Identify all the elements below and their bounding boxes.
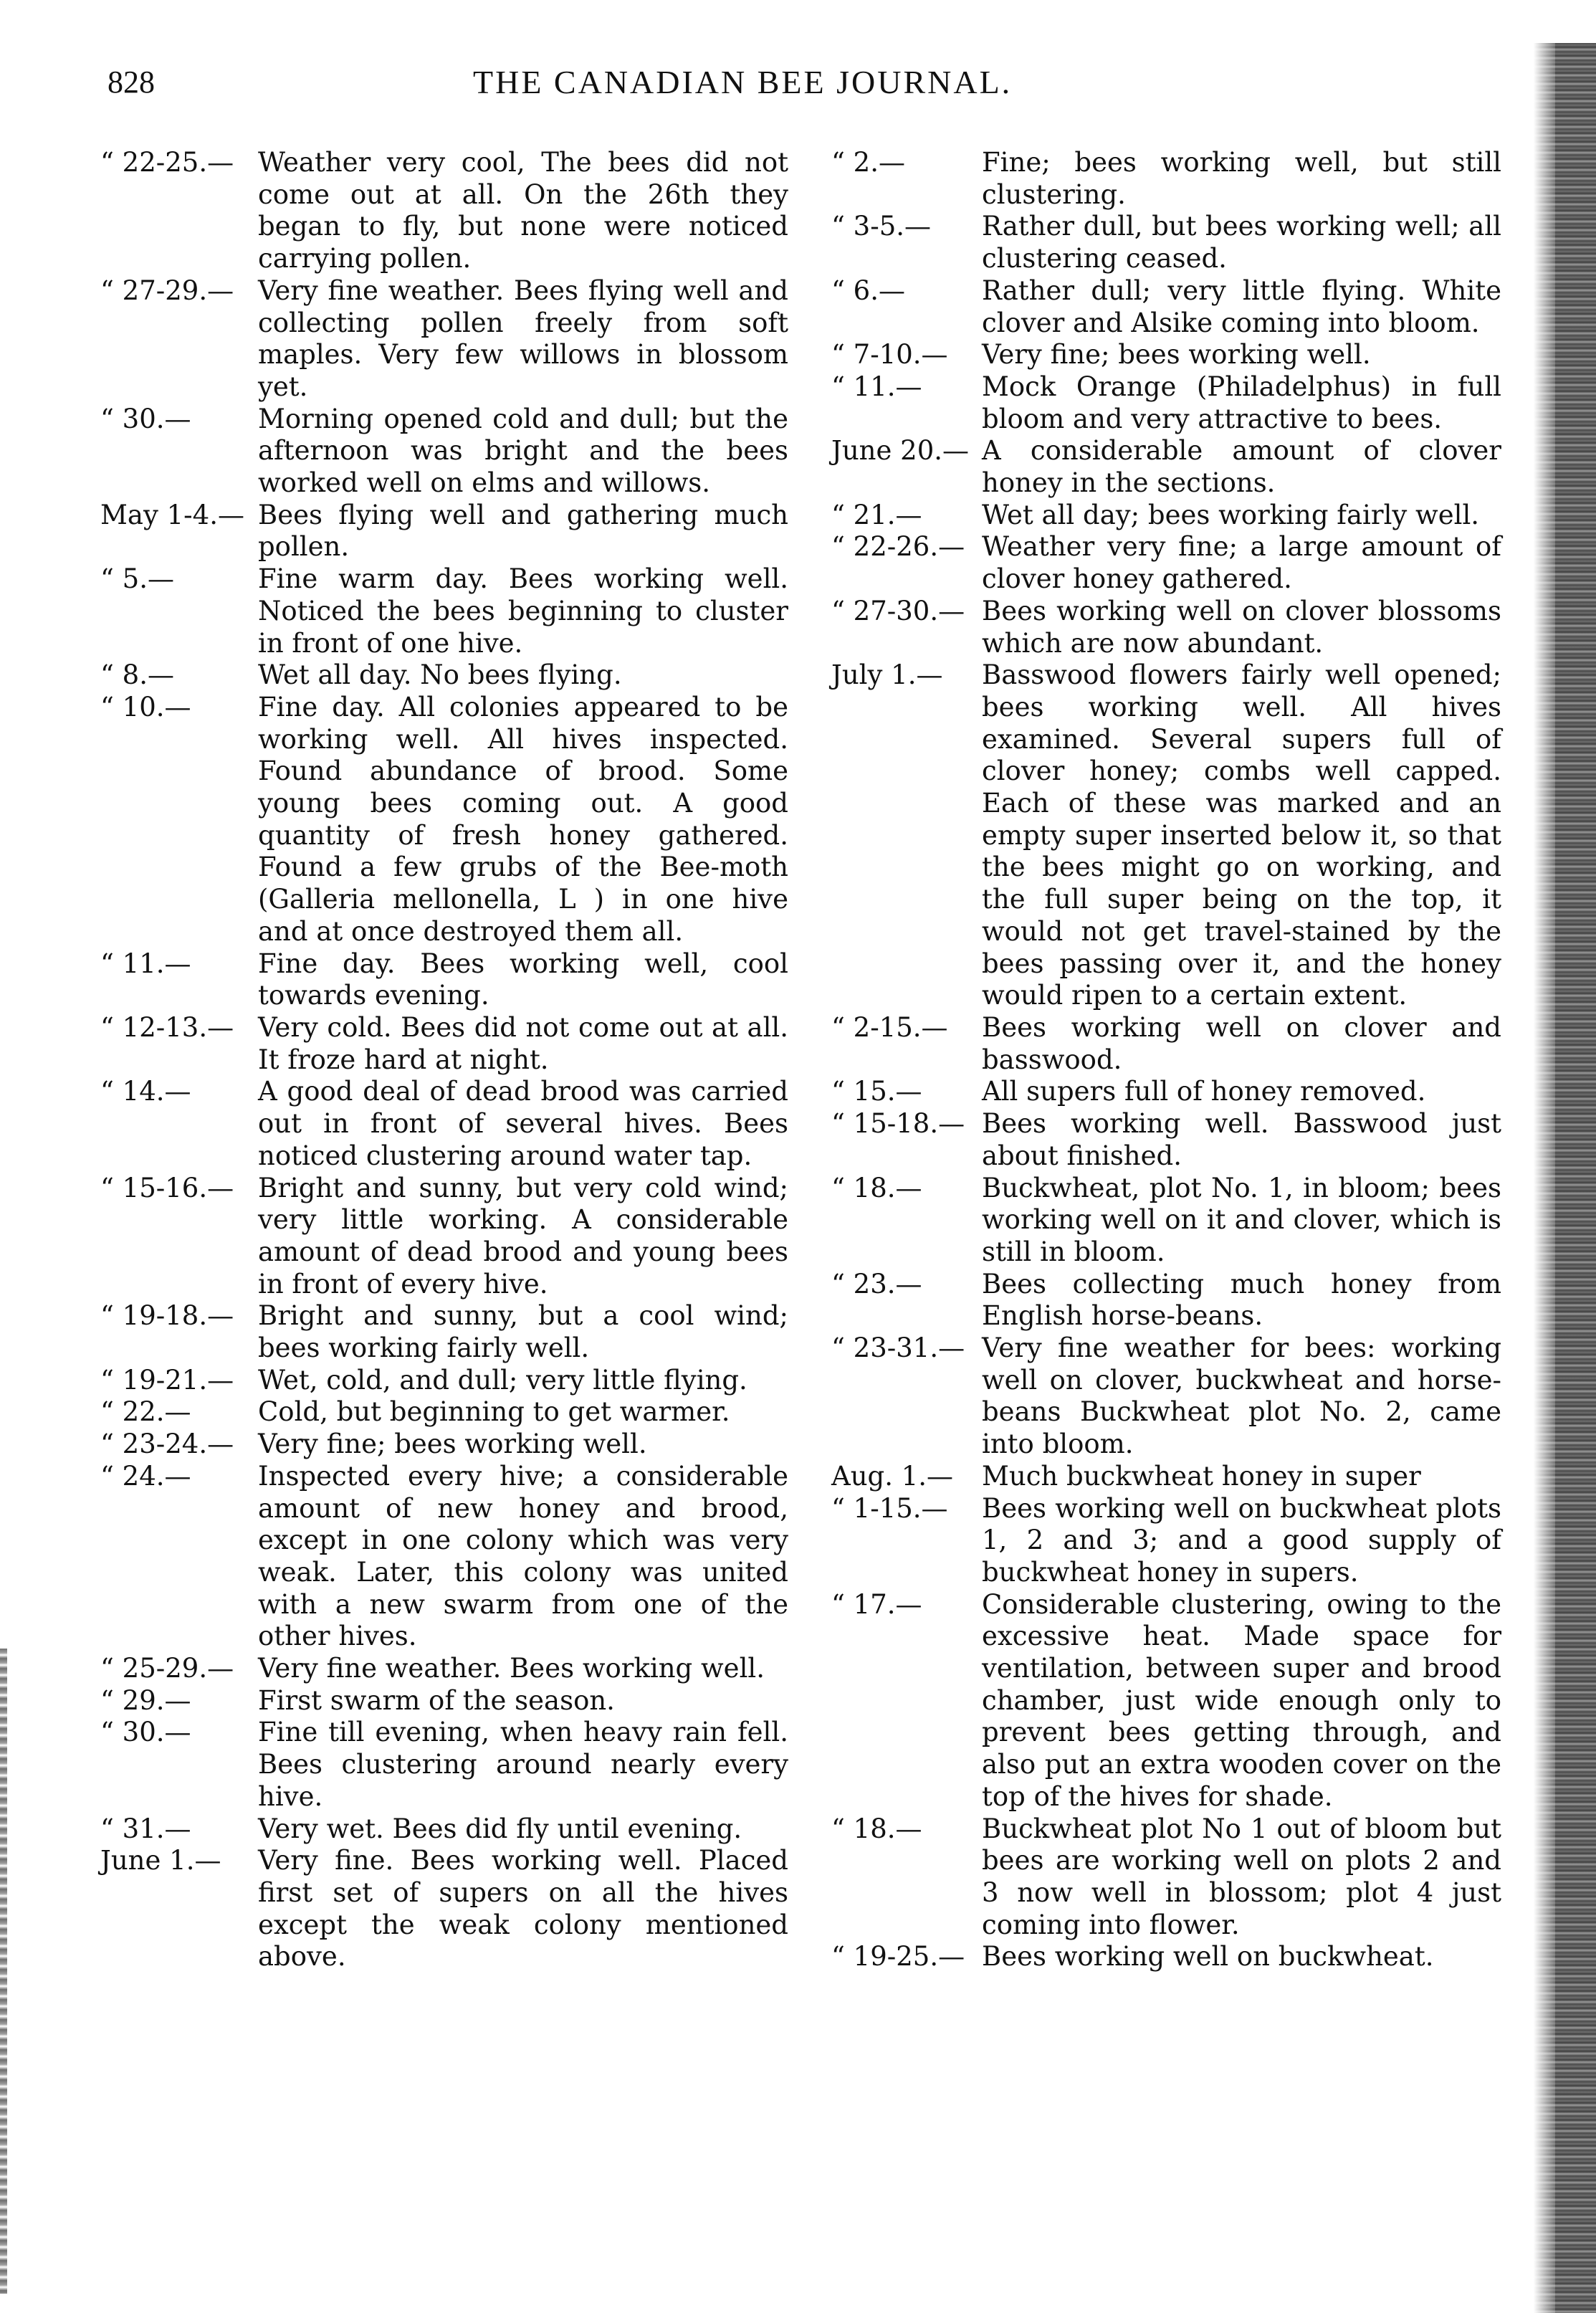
entry-date: “ 18.—	[831, 1813, 922, 1844]
entry-date: “ 15.—	[831, 1076, 922, 1107]
entry-date: “ 22-25.—	[100, 147, 234, 178]
entry-text: Very wet. Bees did fly until evening.	[258, 1813, 742, 1844]
journal-title: THE CANADIAN BEE JOURNAL.	[473, 64, 1013, 100]
entry-text: Bees working well on clover and basswood.	[982, 1011, 1501, 1075]
page-number: 828	[107, 65, 155, 100]
entry-text: A considerable amount of clover honey in the sections.	[982, 435, 1501, 499]
entry-text: Basswood flowers fairly well opened; bees working well. All hives examined. Several supers full of clover honey; combs well capped. Each of these was marked and an empty super inserted below it, so that the bees might go on working, and the full super being on the top, it would not get travel-stained by the bees passing over it, and the honey would ripen to a certain extent.	[982, 659, 1501, 1011]
page-header	[107, 61, 1505, 118]
diary-entry	[831, 1941, 1501, 1973]
entry-date: “ 5.—	[100, 563, 174, 595]
entry-date: “ 31.—	[100, 1813, 191, 1844]
entry-text: Rather dull, but bees working well; all clustering ceased.	[982, 211, 1501, 275]
entry-text: All supers full of honey removed.	[982, 1076, 1426, 1107]
entry-date: “ 19-21.—	[100, 1364, 234, 1396]
diary-entry	[831, 1012, 1501, 1076]
entry-text: Fine till evening, when heavy rain fell. Bees clustering around nearly every hive.	[258, 1717, 788, 1812]
entry-date: “ 23-24.—	[100, 1429, 234, 1460]
entry-date: “ 18.—	[831, 1172, 922, 1203]
entry-date: “ 23.—	[831, 1268, 922, 1299]
entry-date: “ 11.—	[100, 948, 191, 979]
entry-date: June 1.—	[100, 1845, 221, 1876]
entry-text: Bees working well. Basswood just about finished.	[982, 1108, 1501, 1171]
entry-date: “ 27-30.—	[831, 595, 965, 626]
diary-entry	[831, 1108, 1501, 1172]
entry-date: “ 3-5.—	[831, 211, 932, 242]
entry-date: July 1.—	[831, 659, 943, 691]
entry-date: “ 15-16.—	[100, 1172, 234, 1203]
diary-entry	[100, 948, 788, 1012]
entry-text: Wet all day. No bees flying.	[258, 659, 622, 691]
diary-entry	[831, 339, 1501, 371]
entry-date: “ 29.—	[100, 1684, 191, 1716]
entry-date: “ 27-29.—	[100, 275, 234, 306]
entry-text: Very cold. Bees did not come out at all. It froze hard at night.	[258, 1011, 788, 1075]
entry-date: “ 12-13.—	[100, 1011, 234, 1043]
diary-entry	[100, 1685, 788, 1717]
diary-entry	[831, 531, 1501, 595]
diary-entry	[100, 1173, 788, 1301]
left-edge-marks	[0, 1649, 7, 2294]
entry-text: Fine; bees working well, but still clustering.	[982, 147, 1501, 210]
entry-date: “ 23-31.—	[831, 1332, 965, 1364]
entry-date: “ 7-10.—	[831, 339, 948, 371]
diary-entry	[100, 692, 788, 948]
entry-text: Much buckwheat honey in super	[982, 1460, 1421, 1492]
diary-entry	[831, 1076, 1501, 1108]
entry-date: “ 2-15.—	[831, 1011, 948, 1043]
entry-date: “ 19-18.—	[100, 1300, 234, 1332]
entry-date: “ 19-25.—	[831, 1941, 965, 1973]
diary-entry	[100, 404, 788, 500]
entry-text: Fine day. All colonies appeared to be working well. All hives inspected. Found abundance of brood. Some young bees coming out. A good quantity of fresh honey gathered. Found a few grubs of the Bee-moth (Galleria mellonella, L ) in one hive and at once destroyed them all.	[258, 691, 788, 947]
entry-text: Bees working well on buckwheat plots 1, 2 and 3; and a good supply of buckwheat honey in supers.	[982, 1492, 1501, 1588]
entry-text: Inspected every hive; a considerable amount of new honey and brood, except in one colony which was very weak. Later, this colony was united with a new swarm from one of the other hives.	[258, 1460, 788, 1652]
diary-entry	[100, 147, 788, 275]
entry-date: “ 8.—	[100, 659, 174, 691]
entry-date: “ 15-18.—	[831, 1108, 965, 1140]
diary-entry	[831, 1332, 1501, 1461]
entry-text: Bees collecting much honey from English horse-beans.	[982, 1268, 1501, 1332]
diary-entry	[831, 435, 1501, 499]
diary-entry	[831, 371, 1501, 435]
entry-date: “ 24.—	[100, 1460, 191, 1492]
entry-date: “ 14.—	[100, 1076, 191, 1107]
entry-text: Bees working well on buckwheat.	[982, 1941, 1434, 1973]
diary-entry	[100, 1813, 788, 1846]
diary-entry	[100, 1076, 788, 1172]
entry-text: Morning opened cold and dull; but the afternoon was bright and the bees worked well on elms and willows.	[258, 403, 788, 499]
entry-date: “ 22-26.—	[831, 531, 965, 563]
diary-entry	[831, 659, 1501, 1012]
entry-text: Weather very fine; a large amount of clover honey gathered.	[982, 531, 1501, 595]
diary-entry	[100, 1396, 788, 1429]
diary-entry	[831, 1269, 1501, 1332]
entry-date: May 1-4.—	[100, 499, 244, 530]
diary-entry	[100, 275, 788, 404]
entry-text: Rather dull; very little flying. White clover and Alsike coming into bloom.	[982, 275, 1501, 338]
diary-entry	[831, 211, 1501, 275]
entry-text: Very fine; bees working well.	[258, 1429, 647, 1460]
entry-date: “ 25-29.—	[100, 1653, 234, 1684]
entry-text: Bees working well on clover blossoms which are now abundant.	[982, 595, 1501, 659]
entry-date: Aug. 1.—	[831, 1460, 954, 1492]
diary-entry	[831, 275, 1501, 339]
entry-text: Very fine weather for bees: working well on clover, buckwheat and horse-beans Buckwheat plot No. 2, came into bloom.	[982, 1332, 1501, 1460]
diary-entry	[831, 500, 1501, 532]
entry-date: “ 10.—	[100, 691, 191, 722]
entry-date: “ 17.—	[831, 1588, 922, 1620]
entry-text: Very fine; bees working well.	[982, 339, 1371, 371]
diary-entry	[831, 1461, 1501, 1493]
diary-entry	[831, 596, 1501, 659]
diary-entry	[100, 1365, 788, 1397]
diary-entry	[100, 1845, 788, 1973]
entry-text: Cold, but beginning to get warmer.	[258, 1396, 730, 1428]
entry-date: “ 11.—	[831, 371, 922, 402]
diary-entry	[831, 1589, 1501, 1813]
entry-text: Weather very cool, The bees did not come out at all. On the 26th they began to fly, but none were noticed carrying pollen.	[258, 147, 788, 275]
entry-text: Very fine weather. Bees working well.	[258, 1653, 765, 1684]
entry-text: Bright and sunny, but a cool wind; bees working fairly well.	[258, 1300, 788, 1364]
entry-date: “ 1-15.—	[831, 1492, 948, 1524]
diary-entry	[100, 659, 788, 692]
binding-edge	[1534, 43, 1596, 2313]
diary-entry	[831, 147, 1501, 211]
entry-date: “ 30.—	[100, 403, 191, 434]
diary-entry	[100, 1429, 788, 1461]
diary-entry	[100, 1461, 788, 1653]
entry-text: Bright and sunny, but very cold wind; very little working. A considerable amount of dead brood and young bees in front of every hive.	[258, 1172, 788, 1299]
diary-entry	[100, 1717, 788, 1813]
entry-text: Buckwheat, plot No. 1, in bloom; bees working well on it and clover, which is still in bloom.	[982, 1172, 1501, 1267]
entry-text: A good deal of dead brood was carried out in front of several hives. Bees noticed clustering around water tap.	[258, 1076, 788, 1171]
entry-text: Considerable clustering, owing to the excessive heat. Made space for ventilation, between super and brood chamber, just wide enough only to prevent bees getting through, and also put an extra wooden cover on the top of the hives for shade.	[982, 1588, 1501, 1812]
entry-text: First swarm of the season.	[258, 1684, 615, 1716]
entry-text: Very fine weather. Bees flying well and collecting pollen freely from soft maples. Very few willows in blossom yet.	[258, 275, 788, 402]
diary-entry	[831, 1173, 1501, 1269]
entry-text: Wet, cold, and dull; very little flying.	[258, 1364, 747, 1396]
entry-date: “ 30.—	[100, 1717, 191, 1748]
entry-date: “ 22.—	[100, 1396, 191, 1428]
entry-text: Fine warm day. Bees working well. Noticed the bees beginning to cluster in front of one hive.	[258, 563, 788, 659]
diary-entry	[100, 1653, 788, 1685]
diary-entry	[100, 500, 788, 563]
entry-text: Wet all day; bees working fairly well.	[982, 499, 1480, 530]
diary-entry	[100, 1300, 788, 1364]
diary-entry	[100, 563, 788, 659]
diary-entry	[831, 1813, 1501, 1942]
diary-entry	[100, 1012, 788, 1076]
entry-text: Bees flying well and gathering much pollen.	[258, 499, 788, 563]
entry-text: Fine day. Bees working well, cool towards evening.	[258, 948, 788, 1011]
entry-text: Very fine. Bees working well. Placed first set of supers on all the hives except the weak colony mentioned above.	[258, 1845, 788, 1973]
left-column	[100, 147, 788, 1973]
diary-entry	[831, 1493, 1501, 1589]
right-column	[831, 147, 1501, 1973]
entry-date: “ 6.—	[831, 275, 905, 306]
entry-date: June 20.—	[831, 435, 969, 467]
entry-text: Buckwheat plot No 1 out of bloom but bees are working well on plots 2 and 3 now well in blossom; plot 4 just coming into flower.	[982, 1813, 1501, 1940]
entry-text: Mock Orange (Philadelphus) in full bloom and very attractive to bees.	[982, 371, 1501, 434]
entry-date: “ 21.—	[831, 499, 922, 530]
entry-date: “ 2.—	[831, 147, 905, 178]
